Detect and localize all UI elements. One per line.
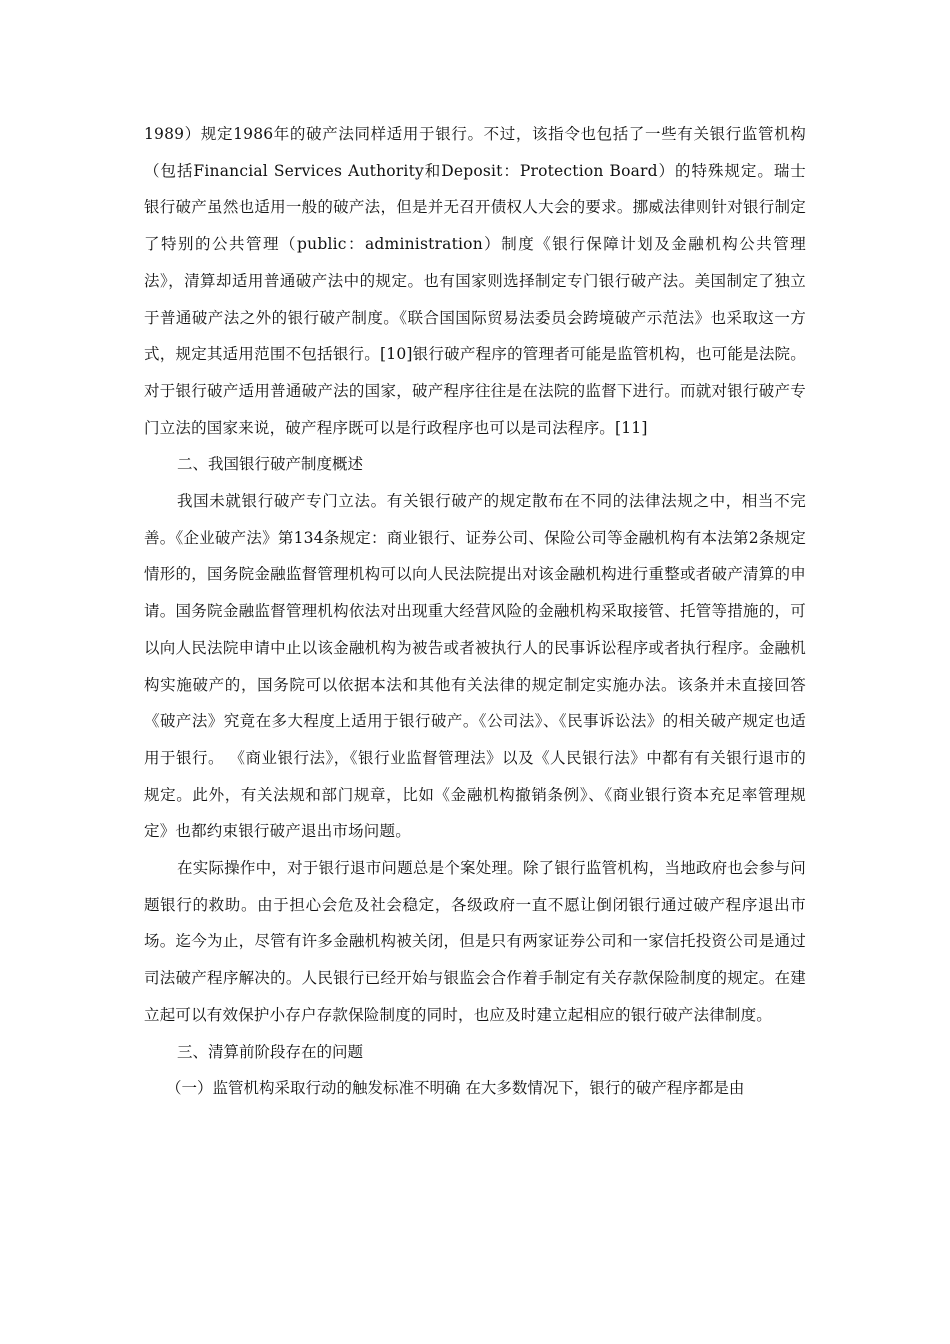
section-heading-2: 二、我国银行破产制度概述 [177, 455, 364, 474]
section-heading-3: 三、清算前阶段存在的问题 [177, 1042, 364, 1061]
paragraph-practice: 在实际操作中，对于银行退市问题总是个案处理。除了银行监管机构，当地政府也会参与问题银行的救助。由于担心会危及社会稳定，各级政府一直不愿让倒闭银行通过破产程序退出市场。迄今为止，尽管有许多金融机构被关闭，但是只有两家证券公司和一家信托投资公司是通过司法破产程序解决的。人民银行已经开始与银监会合作着手制定有关存款保险制度的规定。在建立起可以有效保护小存户存款保险制度的同时，也应及时建立起相应的银行破产法律制度。 [144, 859, 806, 1024]
paragraph-foreign-bank-insolvency: 1989）规定1986年的破产法同样适用于银行。不过，该指令也包括了一些有关银行监管机构（包括Financial Services Authority和Deposit：Protection Board）的特殊规定。瑞士银行破产虽然也适用一般的破产法，但是并无召开债权人大会的要求。挪威法律则针对银行制定了特别的公共管理（public：administration）制度《银行保障计划及金融机构公共管理法》，清算却适用普通破产法中的规定。也有国家则选择制定专门银行破产法。美国制定了独立于普通破产法之外的银行破产制度。《联合国国际贸易法委员会跨境破产示范法》也采取这一方式，规定其适用范围不包括银行。[10]银行破产程序的管理者可能是监管机构，也可能是法院。对于银行破产适用普通破产法的国家，破产程序往往是在法院的监督下进行。而就对银行破产专门立法的国家来说，破产程序既可以是行政程序也可以是司法程序。[11] [144, 125, 806, 437]
subsection-heading-1: （一）监管机构采取行动的触发标准不明确 在大多数情况下，银行的破产程序都是由 [166, 1079, 745, 1098]
paragraph-china-overview: 我国未就银行破产专门立法。有关银行破产的规定散布在不同的法律法规之中，相当不完善。《企业破产法》第134条规定：商业银行、证券公司、保险公司等金融机构有本法第2条规定情形的，国务院金融监督管理机构可以向人民法院提出对该金融机构进行重整或者破产清算的申请。国务院金融监督管理机构依法对出现重大经营风险的金融机构采取接管、托管等措施的，可以向人民法院申请中止以该金融机构为被告或者被执行人的民事诉讼程序或者执行程序。金融机构实施破产的，国务院可以依据本法和其他有关法律的规定制定实施办法。该条并未直接回答《破产法》究竟在多大程度上适用于银行破产。《公司法》、《民事诉讼法》的相关破产规定也适用于银行。 《商业银行法》，《银行业监督管理法》以及《人民银行法》中都有有关银行退市的规定。此外，有关法规和部门规章，比如《金融机构撤销条例》、《商业银行资本充足率管理规定》也都约束银行破产退出市场问题。 [144, 492, 806, 841]
document-body [144, 116, 806, 1107]
